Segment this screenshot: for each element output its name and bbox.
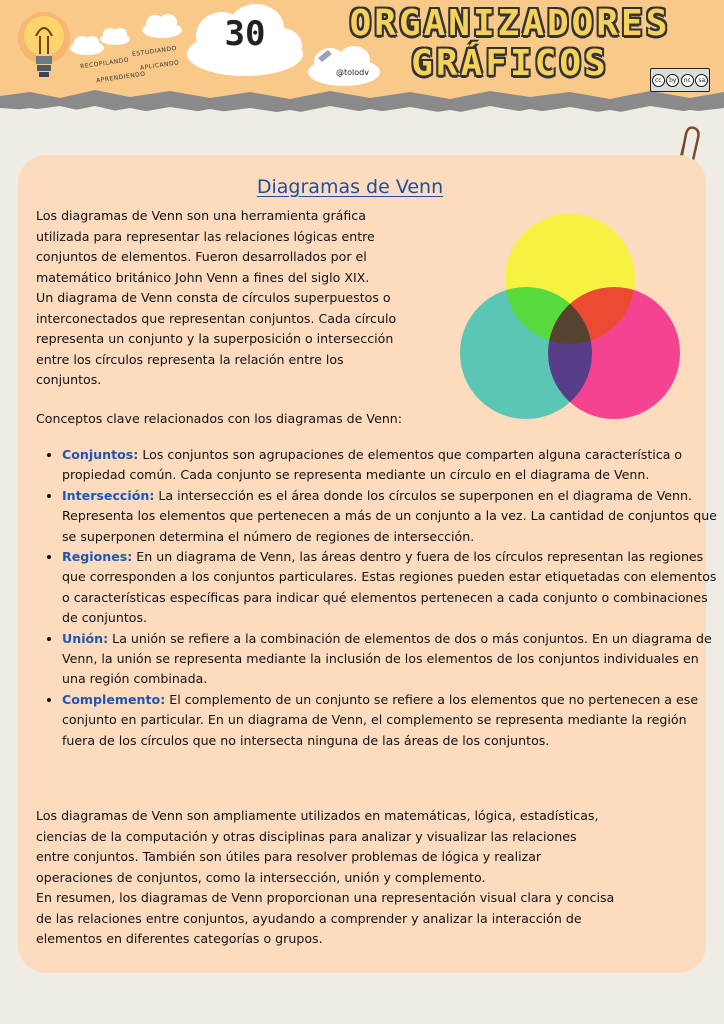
closing-line: operaciones de conjuntos, como la intersección, unión y complemento. — [36, 869, 486, 885]
title-line-2: GRÁFICOS — [411, 43, 609, 84]
concept-text: La intersección es el área donde los círculos se superponen en el diagrama de Venn. Representa los elementos que pertenecen a más de un conjunto a la vez. La cantidad de conjuntos que se superponen determina el número de regiones de intersección. — [62, 487, 717, 544]
intro-line: interconectados que representan conjuntos. Cada círculo — [36, 310, 397, 326]
list-item — [62, 690, 722, 751]
cloud-word: APRENDIENDO — [95, 70, 146, 85]
cloud-decoration — [140, 12, 184, 40]
list-item — [62, 445, 722, 486]
license-badge[interactable] — [650, 68, 710, 92]
torn-paper-edge — [0, 86, 724, 126]
concept-text: En un diagrama de Venn, las áreas dentro y fuera de los círculos representan las regiones que corresponden a los conjuntos particulares. Estas regiones pueden estar etiquetadas con elementos o características específicas para indicar qué elementos pertenecen a cada conjunto o combinaciones de conjuntos. — [62, 549, 717, 626]
closing-line: elementos en diferentes categorías o grupos. — [36, 931, 323, 946]
concepts-list — [36, 445, 722, 751]
closing-line: entre conjuntos. También son útiles para resolver problemas de lógica y realizar — [36, 849, 542, 864]
intro-line: conjuntos de elementos. Fueron desarrollados por el — [36, 249, 367, 264]
issue-number: 30 — [224, 14, 266, 54]
intro-line: representa un conjunto y la superposición o intersección — [36, 331, 394, 346]
closing-paragraph — [36, 806, 706, 950]
intro-line: matemático británico John Venn a fines del siglo XIX. — [36, 269, 370, 285]
document-title: Diagramas de Venn — [256, 176, 444, 198]
venn-circle-right — [548, 287, 680, 419]
cc-icon: cc — [652, 74, 665, 87]
concept-term: Regiones: — [62, 549, 133, 565]
list-item — [62, 486, 722, 547]
nc-icon: nc — [681, 74, 694, 87]
intro-line: Los diagramas de Venn son una herramienta gráfica — [36, 208, 366, 223]
cloud-word: APLICANDO — [139, 59, 180, 72]
sa-icon: sa — [695, 74, 708, 87]
concept-text: Los conjuntos son agrupaciones de elementos que comparten alguna característica o propiedad común. Cada conjunto se representa mediante un círculo en el diagrama de Venn. — [62, 447, 683, 483]
cloud-word: ESTUDIANDO — [131, 44, 178, 59]
closing-line: ciencias de la computación y otras disciplinas para analizar y visualizar las relaciones — [36, 828, 577, 844]
concept-term: Unión: — [62, 630, 109, 646]
title-line-1: ORGANIZADORES — [349, 3, 671, 44]
intro-line: utilizada para representar las relaciones lógicas entre — [36, 228, 375, 244]
concepts-intro: Conceptos clave relacionados con los diagramas de Venn: — [36, 411, 403, 426]
concept-term: Complemento: — [62, 691, 166, 707]
by-icon: by — [666, 74, 679, 87]
list-item — [62, 629, 722, 690]
cloud-word: RECOPILANDO — [79, 56, 130, 71]
cloud-decoration — [98, 26, 132, 46]
intro-line: Un diagrama de Venn consta de círculos superpuestos o — [36, 290, 391, 305]
concept-term: Intersección: — [62, 487, 155, 503]
intro-line: entre los círculos representa la relación entre los — [36, 351, 344, 367]
closing-line: En resumen, los diagramas de Venn proporcionan una representación visual clara y concisa — [36, 890, 615, 905]
concept-text: La unión se refiere a la combinación de elementos de dos o más conjuntos. En un diagrama de Venn, la unión se representa mediante la inclusión de los elementos de los conjuntos individuales en una región combinada. — [62, 630, 712, 687]
closing-line: Los diagramas de Venn son ampliamente utilizados en matemáticas, lógica, estadísticas, — [36, 808, 599, 823]
closing-line: de las relaciones entre conjuntos, ayudando a comprender y analizar la interacción de — [36, 910, 582, 926]
page-title — [330, 4, 690, 84]
lightbulb-icon — [14, 6, 74, 96]
intro-line: conjuntos. — [36, 372, 102, 387]
list-item — [62, 547, 722, 629]
intro-paragraph — [36, 206, 456, 391]
author-handle: @tolodv — [336, 68, 369, 77]
venn-diagram — [456, 213, 686, 423]
concept-term: Conjuntos: — [62, 447, 139, 462]
concept-text: El complemento de un conjunto se refiere a los elementos que no pertenecen a ese conjunto en particular. En un diagrama de Venn, el complemento se representa mediante la región fuera de los círculos que no intersecta ninguna de las áreas de los conjuntos. — [62, 691, 699, 748]
